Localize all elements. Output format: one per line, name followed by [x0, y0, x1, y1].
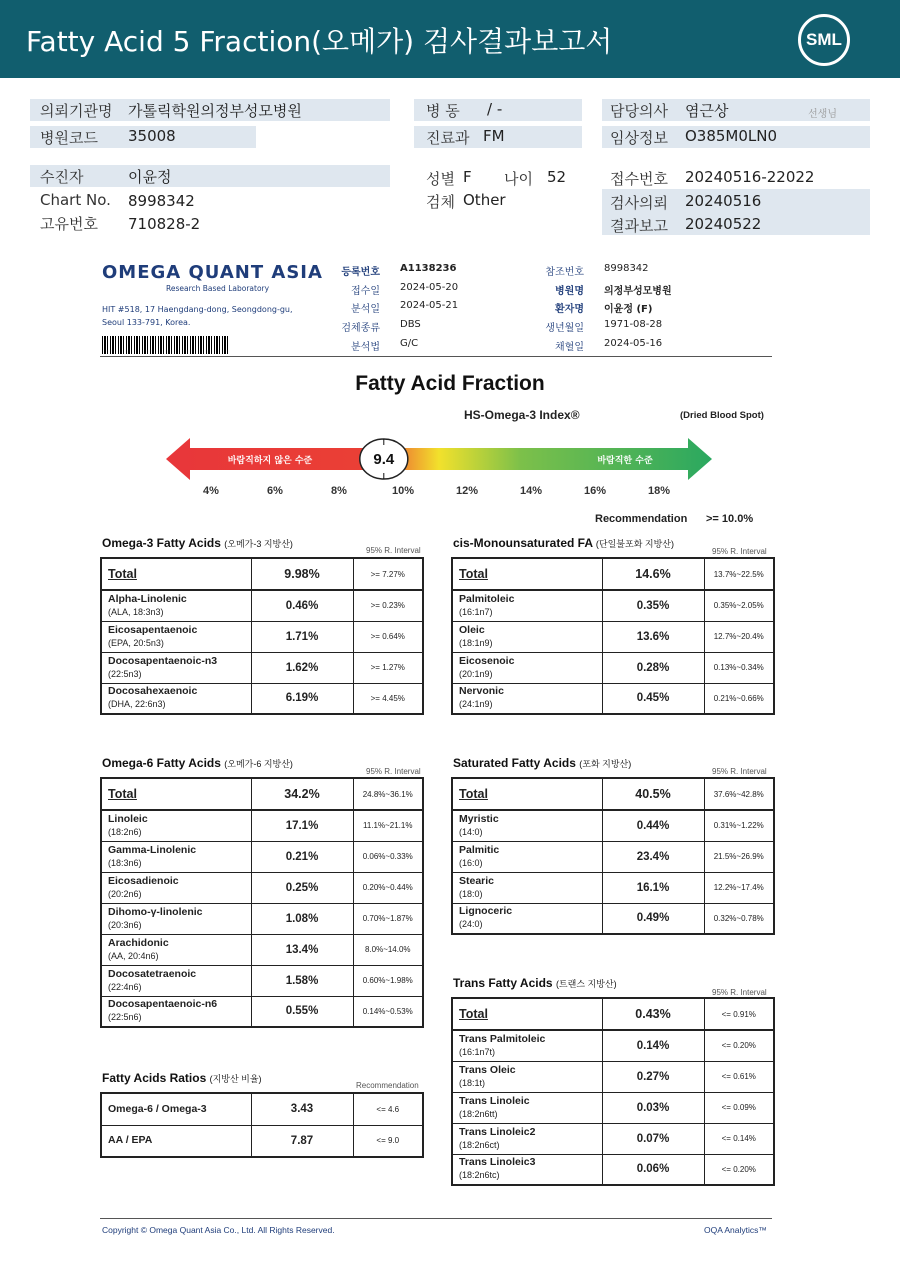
row-value: 3.43: [251, 1093, 353, 1125]
clinical-value: O385M0LN0: [685, 127, 778, 145]
barcode: [102, 336, 228, 354]
gauge-tick-label: 10%: [391, 485, 415, 497]
row-name: Docosapentaenoic-n3 (22:5n3): [101, 652, 251, 683]
row-range: >= 4.45%: [353, 683, 423, 714]
trans-interval-label: 95% R. Interval: [712, 988, 767, 997]
row-value: 13.6%: [602, 621, 704, 652]
reg-no-label: 등록번호: [341, 267, 380, 278]
row-name: Trans Linoleic (18:2n6tt): [452, 1092, 602, 1123]
gauge-tick-label: 8%: [331, 485, 347, 497]
row-value: 23.4%: [602, 841, 704, 872]
row-name: Lignoceric (24:0): [452, 903, 602, 934]
specimen-label: 검체: [426, 193, 455, 211]
row-name: Eicosenoic (20:1n9): [452, 652, 602, 683]
row-name: Docosatetraenoic (22:4n6): [101, 965, 251, 996]
table-row: [101, 1125, 423, 1157]
row-name: Stearic (18:0): [452, 872, 602, 903]
row-value: 1.08%: [251, 903, 353, 934]
row-name: Gamma-Linolenic (18:3n6): [101, 841, 251, 872]
specimen-type-value: DBS: [400, 319, 421, 330]
dept-label: 진료과: [426, 129, 470, 147]
row-value: 0.14%: [602, 1030, 704, 1061]
row-name: Myristic (14:0): [452, 810, 602, 841]
doctor-value: 염근상: [685, 102, 729, 120]
hospital-code-value: 35008: [128, 127, 176, 145]
row-name: Eicosadienoic (20:2n6): [101, 872, 251, 903]
row-name: Alpha-Linolenic (ALA, 18:3n3): [101, 590, 251, 621]
table-row: [101, 810, 423, 841]
row-value: 1.71%: [251, 621, 353, 652]
trans-title: Trans Fatty Acids (트랜스 지방산): [453, 976, 617, 990]
row-range: 0.70%~1.87%: [353, 903, 423, 934]
doctor-label: 담당의사: [610, 102, 668, 120]
receipt-value: 20240516-22022: [685, 168, 815, 186]
mufa-title: cis-Monounsaturated FA (단일불포화 지방산): [453, 536, 674, 550]
sex-value: F: [463, 168, 472, 186]
gauge-tick-label: 12%: [455, 485, 479, 497]
row-name: Linoleic (18:2n6): [101, 810, 251, 841]
sfa-table: [451, 777, 775, 935]
row-value: 9.98%: [251, 558, 353, 590]
table-row: [452, 903, 774, 934]
row-name: Trans Linoleic2 (18:2n6ct): [452, 1123, 602, 1154]
row-range: <= 0.09%: [704, 1092, 774, 1123]
row-value: 16.1%: [602, 872, 704, 903]
patient-name-label: 환자명: [555, 304, 584, 315]
row-value: 0.03%: [602, 1092, 704, 1123]
row-name: Docosapentaenoic-n6 (22:5n6): [101, 996, 251, 1027]
method-value: G/C: [400, 338, 419, 349]
row-value: 0.25%: [251, 872, 353, 903]
hospital-name-label: 병원명: [555, 286, 584, 297]
row-range: 12.2%~17.4%: [704, 872, 774, 903]
result-label: 결과보고: [610, 217, 668, 235]
row-range: >= 0.23%: [353, 590, 423, 621]
page-header: [0, 0, 900, 78]
request-value: 20240516: [685, 192, 762, 210]
table-row: [101, 1093, 423, 1125]
specimen-value: Other: [463, 191, 506, 209]
row-range: 0.14%~0.53%: [353, 996, 423, 1027]
patient-label: 수진자: [40, 168, 84, 186]
row-value: 0.28%: [602, 652, 704, 683]
row-name: Arachidonic (AA, 20:4n6): [101, 934, 251, 965]
report-title: Fatty Acid 5 Fraction(오메가) 검사결과보고서: [26, 25, 613, 58]
table-row: [101, 934, 423, 965]
specimen-note: (Dried Blood Spot): [680, 410, 764, 421]
gauge-bad-label: 바람직하지 않은 수준: [227, 456, 313, 466]
ward-value: / -: [487, 100, 503, 118]
gauge-marker: [360, 439, 408, 479]
gauge-tick-label: 14%: [519, 485, 543, 497]
table-row: [101, 683, 423, 714]
row-range: 24.8%~36.1%: [353, 778, 423, 810]
footer-divider: [100, 1218, 772, 1219]
ratios-table: [100, 1092, 424, 1158]
ward-label: 병 동: [426, 102, 460, 120]
table-row: [452, 1154, 774, 1185]
row-range: <= 0.20%: [704, 1030, 774, 1061]
row-value: 0.49%: [602, 903, 704, 934]
dept-value: FM: [483, 127, 505, 145]
collected-value: 2024-05-16: [604, 338, 663, 349]
row-name: Total: [452, 778, 602, 810]
row-value: 0.45%: [602, 683, 704, 714]
row-value: 34.2%: [251, 778, 353, 810]
chart-value: 8998342: [128, 192, 195, 210]
omega3-table: [100, 557, 424, 715]
row-range: <= 0.20%: [704, 1154, 774, 1185]
row-range: >= 0.64%: [353, 621, 423, 652]
table-row: [452, 1030, 774, 1061]
row-range: 12.7%~20.4%: [704, 621, 774, 652]
row-name: Trans Linoleic3 (18:2n6tc): [452, 1154, 602, 1185]
sml-logo: SML: [798, 14, 850, 66]
fraction-title: Fatty Acid Fraction: [355, 372, 545, 395]
row-value: 0.07%: [602, 1123, 704, 1154]
specimen-type-label: 검체종류: [341, 323, 380, 334]
receipt-label: 접수번호: [610, 170, 668, 188]
table-row: [101, 590, 423, 621]
ratios-title: Fatty Acids Ratios (지방산 비율): [102, 1071, 262, 1085]
row-range: 0.20%~0.44%: [353, 872, 423, 903]
table-row: [452, 590, 774, 621]
recommendation-value: >= 10.0%: [706, 513, 754, 525]
row-name: Trans Oleic (18:1t): [452, 1061, 602, 1092]
gauge-tick-label: 18%: [647, 485, 671, 497]
row-value: 13.4%: [251, 934, 353, 965]
row-range: 0.06%~0.33%: [353, 841, 423, 872]
table-row: [452, 683, 774, 714]
row-range: 0.35%~2.05%: [704, 590, 774, 621]
row-name: Total: [452, 558, 602, 590]
trans-table: [451, 997, 775, 1186]
row-value: 17.1%: [251, 810, 353, 841]
clinical-label: 임상정보: [610, 129, 668, 147]
gauge-value: 9.4: [373, 451, 395, 468]
row-value: 0.44%: [602, 810, 704, 841]
patient-name-value: 이윤정 (F): [604, 304, 653, 315]
table-row: [452, 652, 774, 683]
row-name: AA / EPA: [101, 1125, 251, 1157]
patient-value: 이윤정: [128, 168, 172, 186]
row-range: 0.31%~1.22%: [704, 810, 774, 841]
row-range: 37.6%~42.8%: [704, 778, 774, 810]
table-row: [452, 1123, 774, 1154]
table-row-total: [452, 558, 774, 590]
dob-value: 1971-08-28: [604, 319, 663, 330]
lab-address-2: Seoul 133-791, Korea.: [102, 318, 191, 327]
reg-no-value: A1138236: [400, 263, 457, 274]
copyright: Copyright © Omega Quant Asia Co., Ltd. All Rights Reserved.: [102, 1225, 335, 1235]
table-row-total: [452, 998, 774, 1030]
row-name: Docosahexaenoic (DHA, 22:6n3): [101, 683, 251, 714]
row-range: 0.13%~0.34%: [704, 652, 774, 683]
row-value: 0.06%: [602, 1154, 704, 1185]
sfa-title: Saturated Fatty Acids (포화 지방산): [453, 756, 632, 770]
row-range: <= 0.91%: [704, 998, 774, 1030]
table-row: [452, 1061, 774, 1092]
row-range: >= 7.27%: [353, 558, 423, 590]
row-range: 8.0%~14.0%: [353, 934, 423, 965]
result-value: 20240522: [685, 215, 762, 233]
divider: [100, 356, 772, 357]
omega6-interval-label: 95% R. Interval: [366, 767, 421, 776]
omega6-title: Omega-6 Fatty Acids (오메가-6 지방산): [102, 756, 293, 770]
row-name: Palmitoleic (16:1n7): [452, 590, 602, 621]
table-row: [101, 903, 423, 934]
table-row-total: [452, 778, 774, 810]
ratios-recommendation-label: Recommendation: [356, 1081, 419, 1090]
row-range: <= 4.6: [353, 1093, 423, 1125]
table-row: [452, 810, 774, 841]
row-range: 13.7%~22.5%: [704, 558, 774, 590]
row-value: 0.55%: [251, 996, 353, 1027]
table-row: [101, 652, 423, 683]
row-value: 0.21%: [251, 841, 353, 872]
table-row: [101, 965, 423, 996]
gauge-tick-label: 16%: [583, 485, 607, 497]
omega3-title: Omega-3 Fatty Acids (오메가-3 지방산): [102, 536, 293, 550]
row-name: Nervonic (24:1n9): [452, 683, 602, 714]
row-name: Dihomo-γ-linolenic (20:3n6): [101, 903, 251, 934]
row-value: 0.27%: [602, 1061, 704, 1092]
unique-label: 고유번호: [40, 215, 98, 233]
table-row: [101, 841, 423, 872]
table-row: [101, 872, 423, 903]
table-row-total: [101, 778, 423, 810]
row-value: 7.87: [251, 1125, 353, 1157]
request-label: 검사의뢰: [610, 194, 668, 212]
omega6-table: [100, 777, 424, 1028]
lab-logo: OMEGA QUANT ASIA: [102, 262, 323, 283]
row-value: 6.19%: [251, 683, 353, 714]
gauge-good-label: 바람직한 수준: [597, 456, 653, 466]
row-name: Total: [452, 998, 602, 1030]
row-range: 0.21%~0.66%: [704, 683, 774, 714]
row-range: >= 1.27%: [353, 652, 423, 683]
hospital-code-label: 병원코드: [40, 129, 98, 147]
row-range: 0.32%~0.78%: [704, 903, 774, 934]
recommendation-label: Recommendation: [595, 513, 688, 525]
analyzed-value: 2024-05-21: [400, 300, 459, 311]
sex-label: 성별: [426, 170, 455, 188]
row-name: Trans Palmitoleic (16:1n7t): [452, 1030, 602, 1061]
table-row-total: [101, 558, 423, 590]
row-name: Oleic (18:1n9): [452, 621, 602, 652]
institution-value: 가톨릭학원의정부성모병원: [128, 102, 302, 120]
hospital-name-value: 의정부성모병원: [604, 286, 672, 297]
mufa-interval-label: 95% R. Interval: [712, 547, 767, 556]
row-name: Omega-6 / Omega-3: [101, 1093, 251, 1125]
doctor-suffix: 선생님: [808, 109, 837, 120]
row-value: 0.43%: [602, 998, 704, 1030]
row-value: 1.58%: [251, 965, 353, 996]
row-range: <= 9.0: [353, 1125, 423, 1157]
table-row: [452, 872, 774, 903]
row-range: 0.60%~1.98%: [353, 965, 423, 996]
mufa-table: [451, 557, 775, 715]
row-name: Total: [101, 778, 251, 810]
row-name: Eicosapentaenoic (EPA, 20:5n3): [101, 621, 251, 652]
row-value: 40.5%: [602, 778, 704, 810]
lab-tagline: Research Based Laboratory: [166, 284, 270, 293]
omega3-interval-label: 95% R. Interval: [366, 546, 421, 555]
omega3-index-gauge: [160, 430, 720, 486]
brand: OQA Analytics™: [704, 1225, 767, 1235]
table-row: [452, 621, 774, 652]
gauge-tick-label: 4%: [203, 485, 219, 497]
sfa-interval-label: 95% R. Interval: [712, 767, 767, 776]
chart-label: Chart No.: [40, 191, 111, 209]
table-row: [101, 996, 423, 1027]
row-range: <= 0.61%: [704, 1061, 774, 1092]
row-value: 0.35%: [602, 590, 704, 621]
table-row: [101, 621, 423, 652]
row-value: 0.46%: [251, 590, 353, 621]
table-row: [452, 841, 774, 872]
row-value: 14.6%: [602, 558, 704, 590]
method-label: 분석법: [351, 342, 380, 353]
age-label: 나이: [504, 170, 533, 188]
gauge-tick-label: 6%: [267, 485, 283, 497]
row-range: 21.5%~26.9%: [704, 841, 774, 872]
row-range: 11.1%~21.1%: [353, 810, 423, 841]
row-value: 1.62%: [251, 652, 353, 683]
ref-no-label: 참조번호: [545, 267, 584, 278]
collected-label: 채혈일: [555, 342, 584, 353]
info-bar-patient: [30, 165, 390, 187]
analyzed-label: 분석일: [351, 304, 380, 315]
row-name: Total: [101, 558, 251, 590]
received-value: 2024-05-20: [400, 282, 459, 293]
row-range: <= 0.14%: [704, 1123, 774, 1154]
index-title: HS-Omega-3 Index®: [464, 408, 580, 422]
unique-value: 710828-2: [128, 215, 201, 233]
institution-label: 의뢰기관명: [40, 102, 113, 120]
table-row: [452, 1092, 774, 1123]
lab-address-1: HIT #518, 17 Haengdang-dong, Seongdong-gu,: [102, 305, 293, 314]
ref-no-value: 8998342: [604, 263, 649, 274]
row-name: Palmitic (16:0): [452, 841, 602, 872]
dob-label: 생년월일: [545, 323, 584, 334]
age-value: 52: [547, 168, 567, 186]
received-label: 접수일: [351, 286, 380, 297]
